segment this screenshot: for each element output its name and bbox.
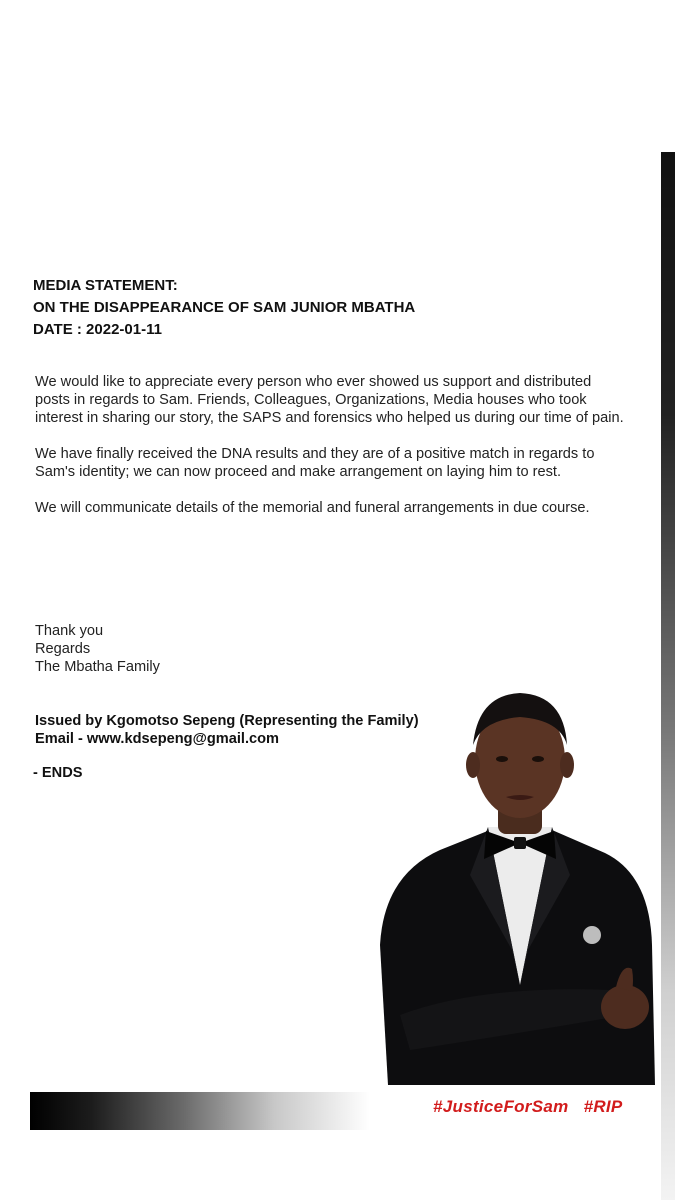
statement-header [33,275,415,341]
paragraph-appreciation: We would like to appreciate every person who ever showed us support and distributed posts in regards to Sam. Friends, Colleagues, Organizations, Media houses who took interest in sharing our story, the SAPS and forensics who helped us during our time of pain. [35,374,624,426]
signoff [35,622,160,676]
issued-by: Issued by Kgomotso Sepeng (Representing the Family) [35,713,419,729]
ends-marker: - ENDS [33,765,83,781]
signoff-thanks: Thank you [35,623,104,639]
paragraph-arrangements: We will communicate details of the memorial and funeral arrangements in due course. [35,500,590,516]
issuer-block [35,712,419,748]
signoff-family: The Mbatha Family [35,659,160,675]
statement-subject: ON THE DISAPPEARANCE OF SAM JUNIOR MBATHA [33,299,416,316]
paragraph-dna-results: We have finally received the DNA results and they are of a positive match in regards to Sam's identity; we can now proceed and make arrangement on laying him to rest. [35,446,595,480]
bottom-gradient-bar [30,1092,370,1130]
portrait-man-in-black-suit-icon [370,685,670,1095]
hashtag-rip: #RIP [583,1097,623,1116]
issuer-email: Email - www.kdsepeng@gmail.com [35,731,280,747]
statement-body [35,373,625,535]
statement-heading: MEDIA STATEMENT: [33,277,178,294]
signoff-regards: Regards [35,641,91,657]
hashtags [433,1097,633,1117]
hashtag-justice-for-sam: #JusticeForSam [433,1097,569,1116]
statement-date: DATE : 2022-01-11 [33,321,162,338]
